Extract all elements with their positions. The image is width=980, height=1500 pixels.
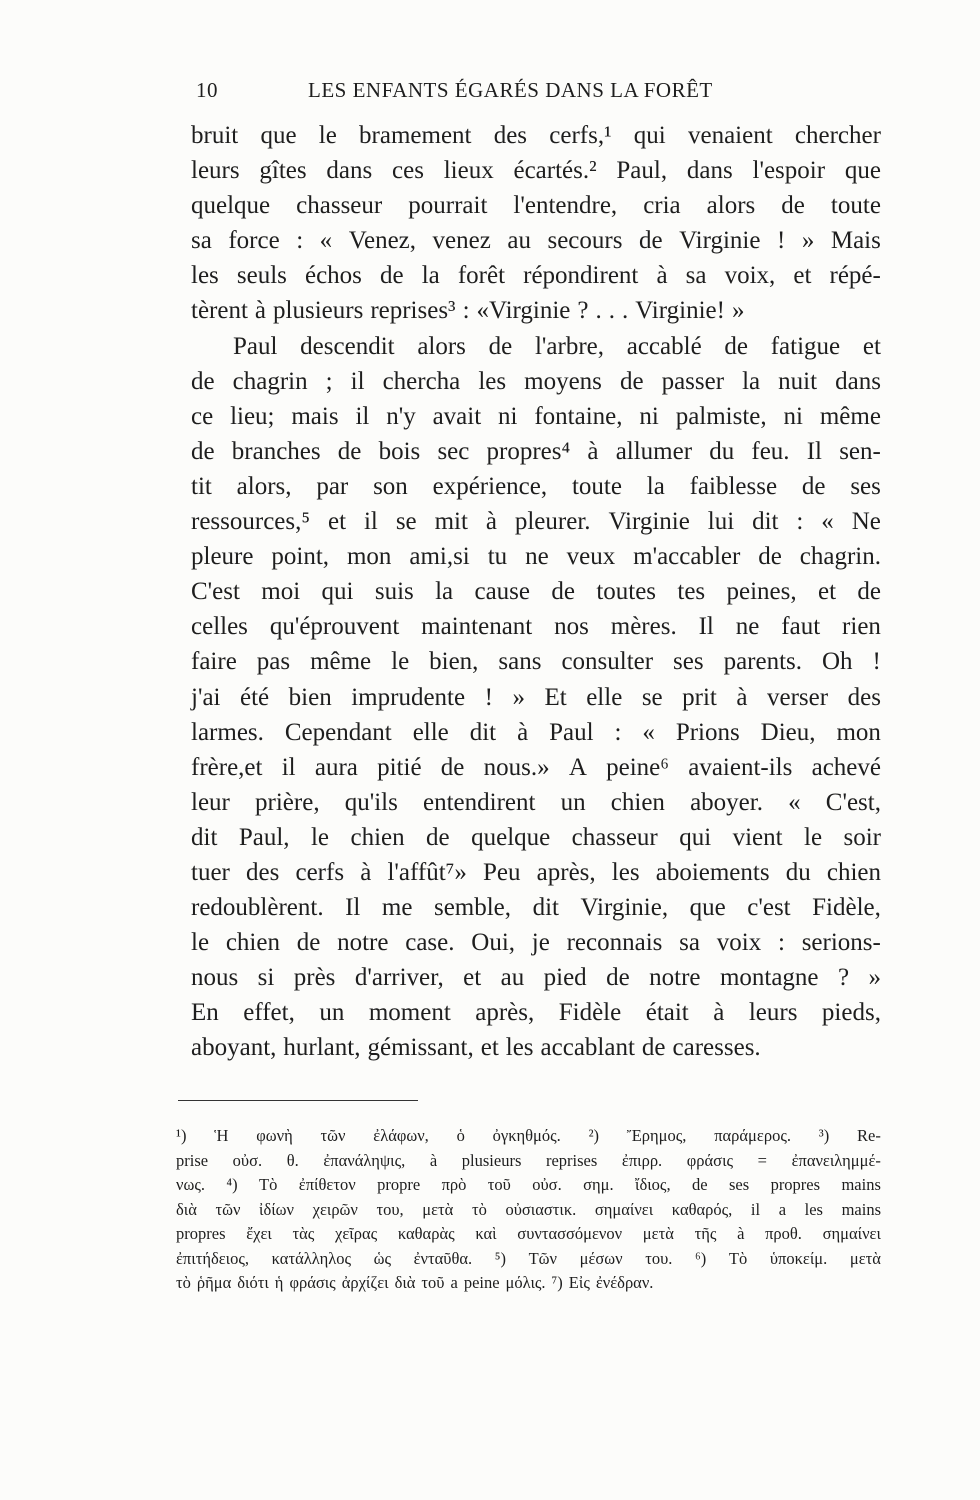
text-line: frère,et il aura pitié de nous.» A peine⁶ avaient-ils achevé [191,753,881,781]
text-line: leur prière, qu'ils entendirent un chien aboyer. « C'est, [191,788,881,816]
text-line: ressources,⁵ et il se mit à pleurer. Virginie lui dit : « Ne [191,508,881,536]
text-line: le chien de notre case. Oui, je reconnais sa voix : serions- [191,929,881,957]
text-line: sa force : « Venez, venez au secours de Virginie ! » Mais [191,227,881,255]
footnotes [176,1124,881,1296]
footnote-line: διὰ τῶν ἰδίων χειρῶν του, μετὰ τὸ οὐσιαστικ. σημαίνει καθαρός, il a les mains [176,1199,881,1219]
text-line: quelque chasseur pourrait l'entendre, cria alors de toute [191,192,881,220]
body-text [191,118,881,1066]
footnote-divider [178,1100,418,1101]
text-line: Paul descendit alors de l'arbre, accablé de fatigue et [233,332,881,360]
footnote-line: ἐπιτήδειος, κατάλληλος ὡς ἐνταῦθα. ⁵) Τῶν μέσων του. ⁶) Τὸ ὑποκείμ. μετὰ [176,1248,881,1268]
text-line: tuer des cerfs à l'affût⁷» Peu après, les aboiements du chien [191,858,881,886]
text-line: les seuls échos de la forêt répondirent à sa voix, et répé- [191,262,881,290]
text-line: de branches de bois sec propres⁴ à allumer du feu. Il sen- [191,437,881,465]
page-number: 10 [196,78,218,102]
footnote-line: τὸ ῥῆμα διότι ἡ φράσις ἀρχίζει διὰ τοῦ a peine μόλις. ⁷) Εἰς ἐνέδραν. [176,1273,654,1292]
footnote-line: νως. ⁴) Τὸ ἐπίθετον propre πρὸ τοῦ οὐσ. σημ. ἴδιος, de ses propres mains [176,1175,881,1194]
footnote-line: prise οὐσ. θ. ἐπανάληψις, à plusieurs reprises ἐπιρρ. φράσις = ἐπανειλημμέ- [176,1150,881,1170]
text-line: leurs gîtes dans ces lieux écartés.² Paul, dans l'espoir que [191,157,881,185]
running-title: LES ENFANTS ÉGARÉS DANS LA FORÊT [308,78,713,102]
text-line: faire pas même le bien, sans consulter ses parents. Oh ! [191,648,881,676]
text-line: celles qu'éprouvent maintenant nos mères. Il ne faut rien [191,613,881,641]
text-line: aboyant, hurlant, gémissant, et les accablant de caresses. [191,1034,761,1062]
text-line: dit Paul, le chien de quelque chasseur qui vient le soir [191,823,881,851]
text-line: bruit que le bramement des cerfs,¹ qui venaient chercher [191,122,881,149]
text-line: larmes. Cependant elle dit à Paul : « Prions Dieu, mon [191,718,881,746]
text-line: C'est moi qui suis la cause de toutes tes peines, et de [191,578,881,606]
text-line: nous si près d'arriver, et au pied de notre montagne ? » [191,964,881,992]
text-line: de chagrin ; il chercha les moyens de passer la nuit dans [191,367,881,395]
footnote-line: ¹) Ἡ φωνὴ τῶν ἐλάφων, ὁ ὀγκηθμός. ²) Ἔρημος, παράμερος. ³) Re- [176,1126,881,1145]
page-header [196,78,880,110]
text-line: En effet, un moment après, Fidèle était à leurs pieds, [191,999,881,1027]
text-line: tèrent à plusieurs reprises³ : «Virginie ? . . . Virginie! » [191,297,745,325]
footnote-line: propres ἔχει τὰς χεῖρας καθαρὰς καὶ συντασσόμενον μετὰ τῆς à προθ. σημαίνει [176,1224,881,1243]
text-line: ce lieu; mais il n'y avait ni fontaine, ni palmiste, ni même [191,402,881,430]
text-line: pleure point, mon ami,si tu ne veux m'accabler de chagrin. [191,543,881,571]
text-line: j'ai été bien imprudente ! » Et elle se prit à verser des [191,683,881,711]
text-line: tit alors, par son expérience, toute la faiblesse de ses [191,472,881,500]
text-line: redoublèrent. Il me semble, dit Virginie, que c'est Fidèle, [191,894,881,922]
